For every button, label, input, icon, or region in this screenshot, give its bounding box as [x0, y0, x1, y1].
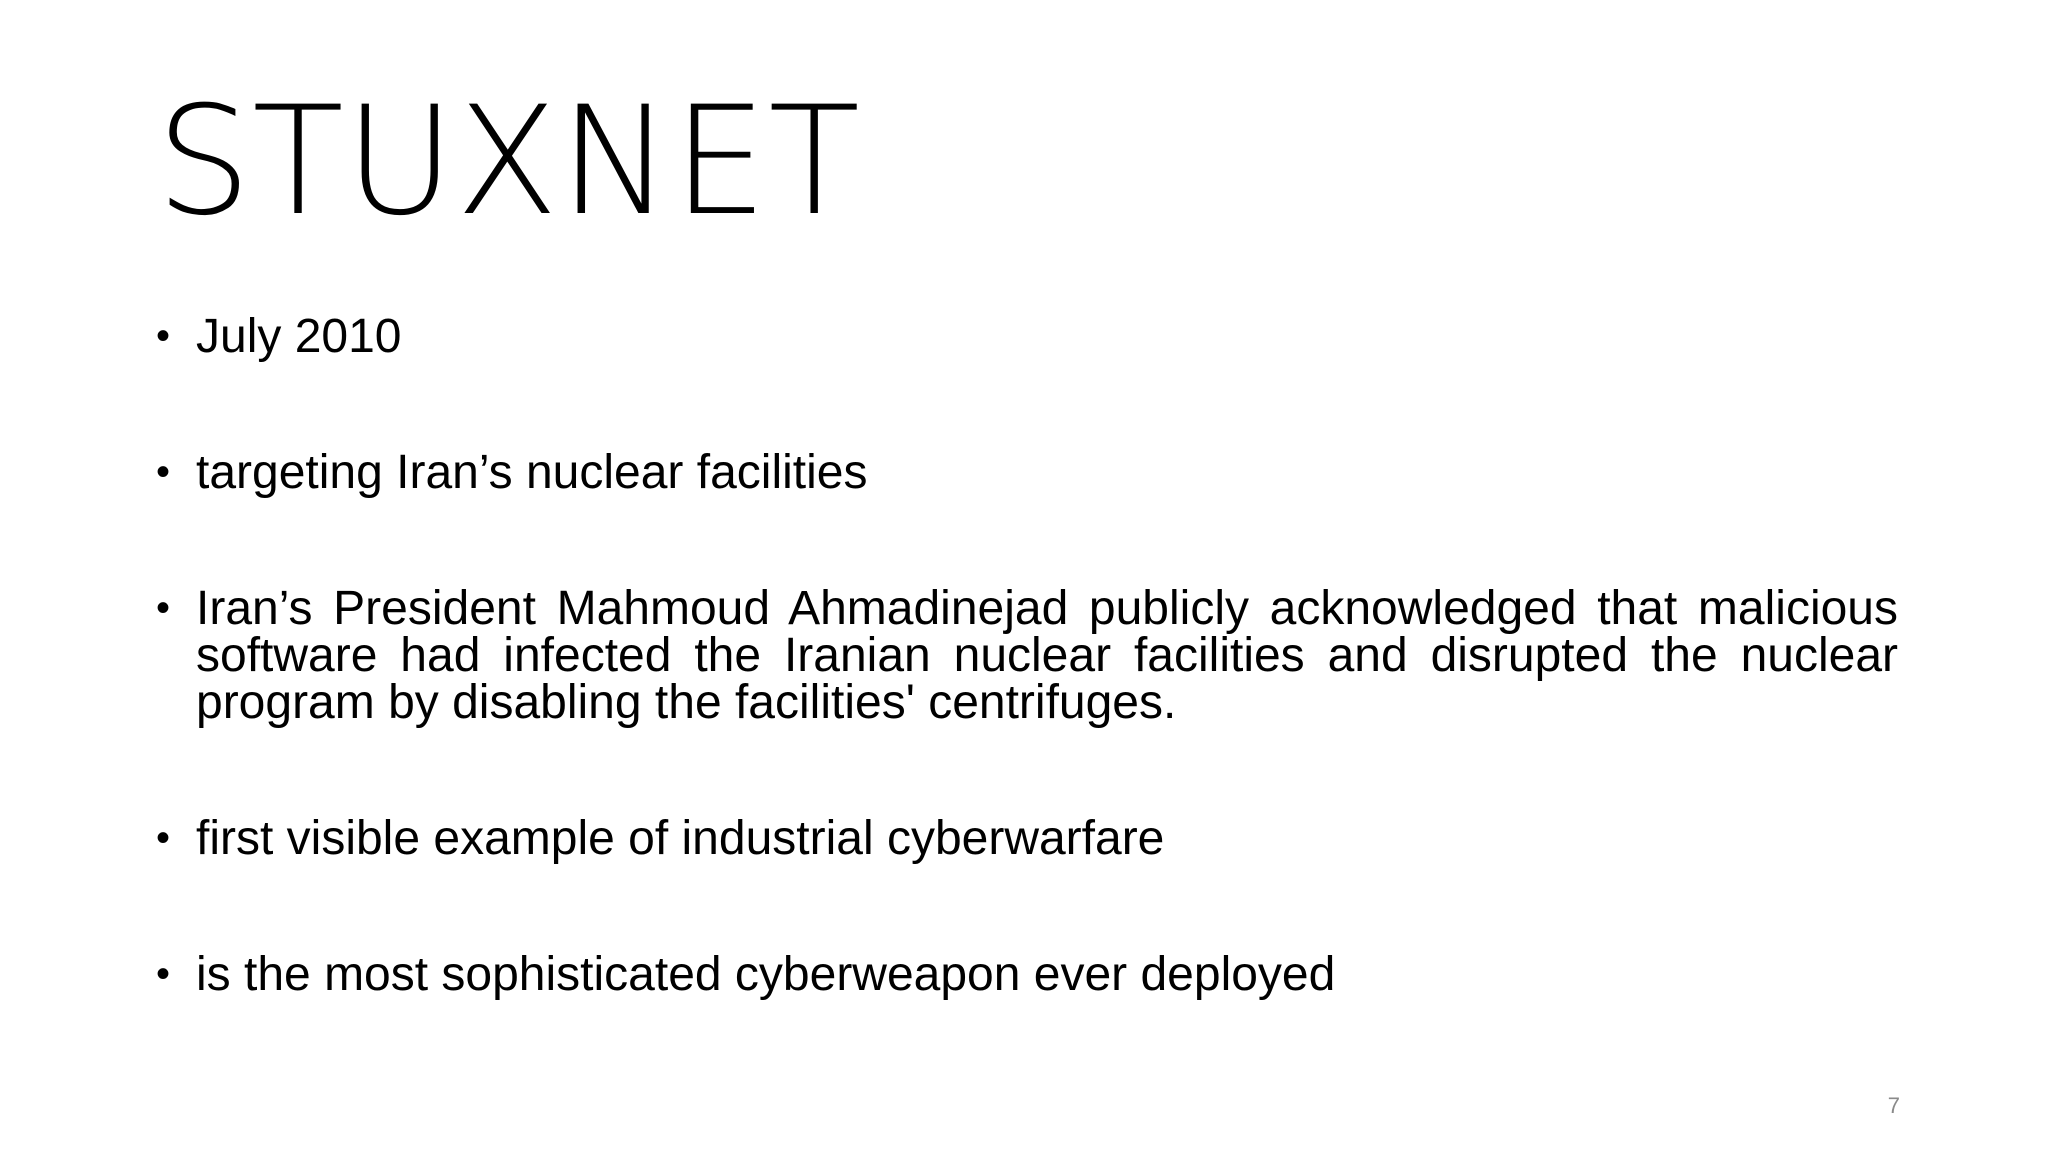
- bullet-list: [156, 300, 1898, 1001]
- bullet-marker: •: [156, 586, 171, 630]
- bullet-text: targeting Iran’s nuclear facilities: [196, 446, 868, 499]
- bullet-item: [156, 310, 1898, 363]
- bullet-item: [156, 948, 1898, 1001]
- bullet-text: July 2010: [196, 310, 402, 363]
- bullet-text: first visible example of industrial cyberwarfare: [196, 812, 1165, 865]
- bullet-marker: •: [156, 952, 171, 996]
- bullet-item: [156, 812, 1898, 865]
- bullet-item: [156, 446, 1898, 499]
- bullet-marker: •: [156, 816, 171, 860]
- page-number: 7: [1887, 1093, 1900, 1118]
- bullet-text: is the most sophisticated cyberweapon ever deployed: [196, 948, 1336, 1001]
- bullet-item: [156, 582, 1898, 729]
- bullet-marker: •: [156, 314, 171, 358]
- slide-title: STUXNET: [156, 75, 861, 249]
- bullet-text: Iran’s President Mahmoud Ahmadinejad publicly acknowledged that malicious software had infected the Iranian nuclear facilities and disrupted the nuclear program by disabling the facilities' centrifuges.: [196, 582, 1898, 729]
- bullet-marker: •: [156, 450, 171, 494]
